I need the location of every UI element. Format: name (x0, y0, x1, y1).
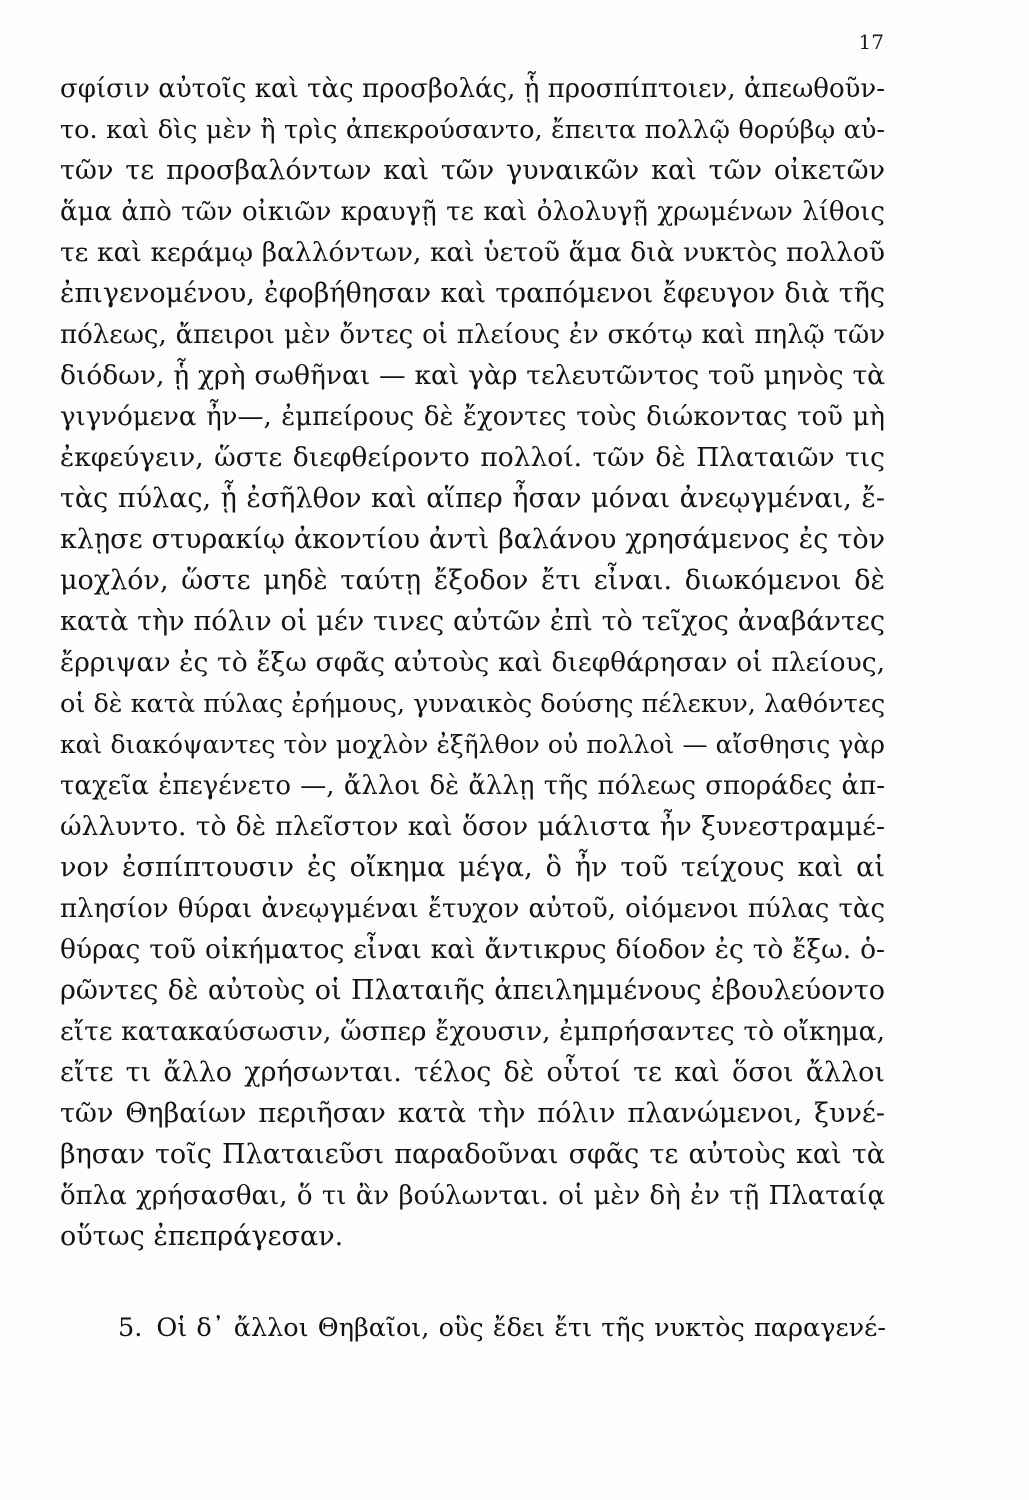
text-line: τῶν τε προσβαλόντων καὶ τῶν γυναικῶν καὶ τῶν οἰκετῶν (60, 155, 885, 186)
text-line: ἐπιγενομένου, ἐφοβήθησαν καὶ τραπόμενοι ἔφευγον διὰ τῆς (60, 278, 885, 309)
text-line: ὅπλα χρήσασθαι, ὅ τι ἂν βούλωνται. οἱ μὲν δὴ ἐν τῇ Πλαταίᾳ (60, 1181, 885, 1211)
section-number: 5. (118, 1313, 143, 1343)
text-line: μοχλόν, ὥστε μηδὲ ταύτῃ ἔξοδον ἔτι εἶναι. διωκόμενοι δὲ (60, 565, 885, 596)
text-line: βησαν τοῖς Πλαταιεῦσι παραδοῦναι σφᾶς τε αὐτοὺς καὶ τὰ (60, 1139, 885, 1170)
text-line: το. καὶ δὶς μὲν ἢ τρὶς ἀπεκρούσαντο, ἔπειτα πολλῷ θορύβῳ αὐ- (60, 115, 885, 145)
text-line: γιγνόμενα ἦν—, ἐμπείρους δὲ ἔχοντες τοὺς διώκοντας τοῦ μὴ (60, 402, 885, 432)
text-line: κατὰ τὴν πόλιν οἱ μέν τινες αὐτῶν ἐπὶ τὸ τεῖχος ἀναβάντες (60, 606, 885, 637)
text-line: οἱ δὲ κατὰ πύλας ἐρήμους, γυναικὸς δούσης πέλεκυν, λαθόντες (60, 689, 886, 719)
text-line: ώλλυντο. τὸ δὲ πλεῖστον καὶ ὅσον μάλιστα ἦν ξυνεστραμμέ- (60, 811, 885, 842)
text-line: ἅμα ἀπὸ τῶν οἰκιῶν κραυγῇ τε καὶ ὀλολυγῇ χρωμένων λίθοις (60, 197, 885, 227)
text-line: ἐκφεύγειν, ὥστε διεφθείροντο πολλοί. τῶν δὲ Πλαταιῶν τις (60, 442, 885, 473)
text-line: νον ἐσπίπτουσιν ἐς οἴκημα μέγα, ὃ ἦν τοῦ τείχους καὶ αἱ (60, 852, 885, 883)
text-line: οὕτως ἐπεπράγεσαν. (60, 1221, 344, 1252)
section-heading-line (118, 1310, 886, 1346)
text-line: τε καὶ κεράμῳ βαλλόντων, καὶ ὑετοῦ ἅμα διὰ νυκτὸς πολλοῦ (60, 237, 885, 268)
text-line: σφίσιν αὐτοῖς καὶ τὰς προσβολάς, ᾗ προσπίπτοιεν, ἀπεωθοῦν- (60, 74, 885, 104)
text-line: ἔρριψαν ἐς τὸ ἔξω σφᾶς αὐτοὺς καὶ διεφθάρησαν οἱ πλείους, (60, 647, 885, 678)
text-line: εἴτε κατακαύσωσιν, ὥσπερ ἔχουσιν, ἐμπρήσαντες τὸ οἴκημα, (60, 1016, 885, 1047)
text-line: τὰς πύλας, ᾗ ἐσῆλθον καὶ αἵπερ ἦσαν μόναι ἀνεῳγμέναι, ἔ- (60, 483, 885, 514)
text-line: καὶ διακόψαντες τὸν μοχλὸν ἐξῆλθον οὐ πολλοὶ — αἴσθησις γὰρ (60, 730, 885, 759)
text-line: διόδων, ᾗ χρὴ σωθῆναι — καὶ γὰρ τελευτῶντος τοῦ μηνὸς τὰ (60, 360, 885, 391)
text-line: ρῶντες δὲ αὐτοὺς οἱ Πλαταιῆς ἀπειλημμένους ἐβουλεύοντο (60, 975, 885, 1006)
text-line: πόλεως, ἄπειροι μὲν ὄντες οἱ πλείους ἐν σκότῳ καὶ πηλῷ τῶν (60, 320, 885, 350)
text-line: θύρας τοῦ οἰκήματος εἶναι καὶ ἄντικρυς δίοδον ἐς τὸ ἔξω. ὁ- (60, 934, 885, 965)
text-line: τῶν Θηβαίων περιῆσαν κατὰ τὴν πόλιν πλανώμενοι, ξυνέ- (60, 1098, 885, 1129)
page-number: 17 (858, 30, 884, 54)
text-line: ταχεῖα ἐπεγένετο —, ἄλλοι δὲ ἄλλῃ τῆς πόλεως σποράδες ἀπ- (60, 771, 885, 801)
text-line: εἴτε τι ἄλλο χρήσωνται. τέλος δὲ οὗτοί τε καὶ ὅσοι ἄλλοι (60, 1057, 885, 1088)
text-line: κλῃσε στυρακίῳ ἀκοντίου ἀντὶ βαλάνου χρησάμενος ἐς τὸν (60, 524, 885, 555)
section-text: Οἱ δ᾽ ἄλλοι Θηβαῖοι, οὓς ἔδει ἔτι τῆς νυκτὸς παραγενέ- (156, 1313, 886, 1343)
text-line: πλησίον θύραι ἀνεῳγμέναι ἔτυχον αὐτοῦ, οἰόμενοι πύλας τὰς (60, 894, 885, 924)
